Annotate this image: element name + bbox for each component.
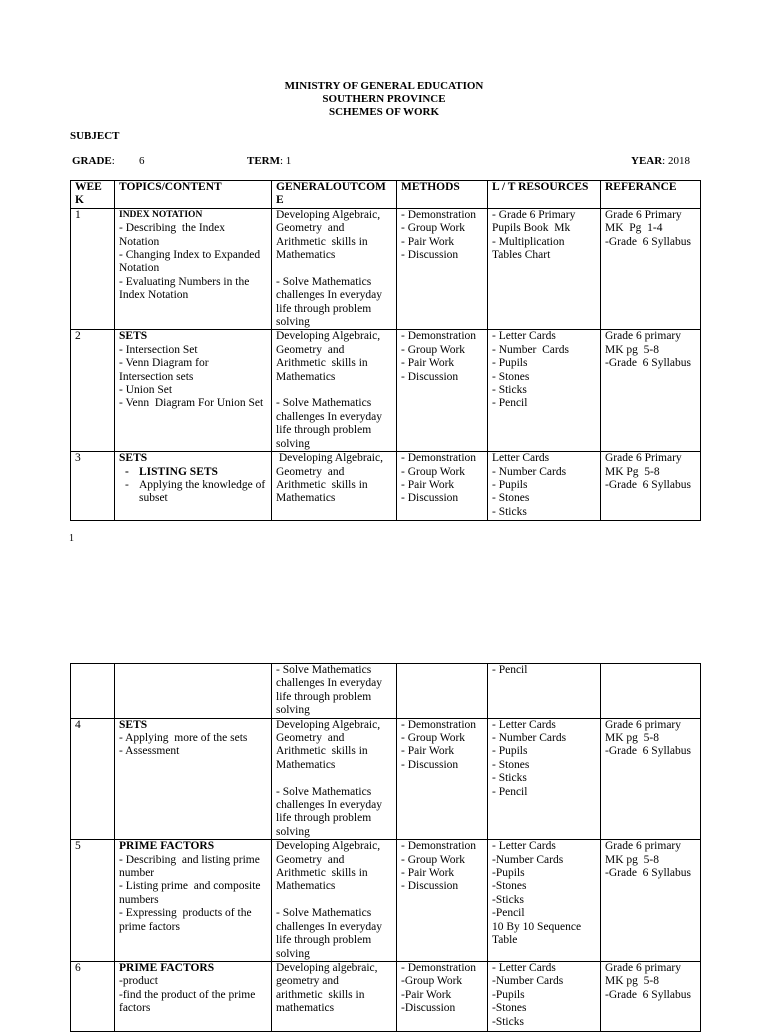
topic-item: - LISTING SETS [139,466,267,479]
methods-cell [397,718,488,840]
resources-cell [488,961,601,1031]
reference-item: MK Pg 5-8 [605,465,660,478]
method-item: - Group Work [401,853,466,866]
resource-item: -Number Cards [492,853,564,866]
document-header [0,80,768,119]
resource-item: -Sticks [492,1015,524,1028]
outcome-line: Arithmetic skills in [276,745,368,758]
topic-cell [115,208,272,330]
outcome-line: solving [276,825,310,838]
resource-item: 10 By 10 Sequence [492,920,582,933]
resources-cell [488,718,601,840]
resource-item: - Pupils [492,357,528,370]
method-item: - Demonstration [401,330,477,343]
resource-item: - Number Cards [492,343,569,356]
resource-item: - Letter Cards [492,330,556,343]
method-item: - Discussion [401,492,459,505]
page-number: 1 [69,533,74,544]
topic-item: - Changing Index to Expanded [119,249,261,262]
outcome-line: Arithmetic skills in [276,867,368,880]
reference-item: -Grade 6 Syllabus [605,867,691,880]
outcome-line: life through problem [276,424,372,437]
outcome-line: - Solve Mathematics [276,907,372,920]
method-item: - Discussion [401,370,459,383]
reference-cell [601,840,701,962]
methods-cell [397,330,488,452]
outcome-line: Mathematics [276,249,336,262]
scheme-table-page2 [70,663,701,1032]
outcome-line: challenges In everyday [276,677,383,690]
week-cell: 4 [71,718,115,840]
outcome-cell [272,718,397,840]
methods-cell [397,452,488,521]
resource-item: - Pencil [492,397,528,410]
week-cell: 3 [71,452,115,521]
outcome-cell [272,840,397,962]
method-item: - Group Work [401,465,466,478]
method-item: - Demonstration [401,718,477,731]
method-item: -Pair Work [401,988,452,1001]
resource-item: Table [492,934,518,947]
method-item: - Pair Work [401,478,455,491]
method-item: - Demonstration [401,208,477,221]
resource-item: -Pupils [492,867,525,880]
method-item: - Discussion [401,758,459,771]
method-item: - Pair Work [401,235,455,248]
method-item: - Group Work [401,343,466,356]
method-item: - Demonstration [401,452,477,465]
outcome-cell [272,452,397,521]
outcome-line: Developing Algebraic, [276,208,381,221]
resource-item: - Pupils [492,478,528,491]
reference-item: Grade 6 primary [605,330,681,343]
method-item: -Discussion [401,1002,456,1015]
method-item: - Pair Work [401,867,455,880]
topic-item: - Venn Diagram for [119,357,209,370]
topic-item: factors [119,1002,151,1015]
methods-cell [397,961,488,1031]
reference-cell [601,718,701,840]
topic-cell [115,330,272,452]
topic-title: SETS [119,330,148,343]
term-value: : 1 [280,155,292,167]
week-cell [71,664,115,719]
page-2 [0,600,768,1028]
topic-item: prime factors [119,920,180,933]
reference-item: -Grade 6 Syllabus [605,235,691,248]
resource-item: Pupils Book Mk [492,222,571,235]
topic-cell [115,452,272,521]
reference-item: Grade 6 Primary [605,452,682,465]
header-ministry: MINISTRY OF GENERAL EDUCATION [284,80,484,92]
resource-item: - Pupils [492,745,528,758]
year-label: YEAR [631,155,663,167]
method-item: -Group Work [401,975,463,988]
topic-item: - Describing the Index [119,222,226,235]
topic-item: number [119,867,155,880]
reference-item: MK Pg 1-4 [605,222,663,235]
outcome-line: geometry and [276,975,339,988]
resource-item: -Stones [492,880,527,893]
spacer [276,772,392,785]
reference-item: MK pg 5-8 [605,343,659,356]
outcome-line: Developing Algebraic, [276,840,381,853]
topic-item: - Applying more of the sets [119,732,248,745]
resource-item: - Number Cards [492,465,567,478]
resource-item: -Pencil [492,907,525,920]
outcome-line: Developing Algebraic, [276,452,383,465]
resource-item: -Stones [492,1002,527,1015]
topic-item: Index Notation [119,289,189,302]
topic-cell [115,961,272,1031]
table-row [71,840,701,962]
outcome-line: mathematics [276,1002,335,1015]
outcome-line: challenges In everyday [276,799,383,812]
topic-item: -find the product of the prime [119,988,256,1001]
topic-title: PRIME FACTORS [119,961,215,974]
topic-item: Intersection sets [119,370,194,383]
reference-item: -Grade 6 Syllabus [605,478,691,491]
resource-item: Letter Cards [492,452,550,465]
resource-item: - Multiplication [492,235,565,248]
outcome-line: Geometry and [276,343,345,356]
methods-cell [397,840,488,962]
outcome-line: Developing Algebraic, [276,718,381,731]
method-item: - Discussion [401,880,459,893]
resources-cell [488,840,601,962]
resource-item: -Pupils [492,988,525,1001]
method-item: - Pair Work [401,357,455,370]
week-cell: 2 [71,330,115,452]
table-row [71,330,701,452]
method-item: - Group Work [401,222,466,235]
grade-label: GRADE [72,155,112,167]
method-item: - Group Work [401,732,466,745]
methods-cell [397,664,488,719]
spacer [276,894,392,907]
outcome-line: Arithmetic skills in [276,235,368,248]
reference-item: Grade 6 primary [605,840,681,853]
col-header-reference: REFERANCE [601,181,701,209]
topic-title: INDEX NOTATION [119,209,203,220]
topic-item: - Describing and listing prime [119,853,260,866]
resource-item: - Stones [492,492,530,505]
week-cell: 5 [71,840,115,962]
outcome-line: Geometry and [276,853,345,866]
term-field [247,155,291,167]
reference-cell [601,961,701,1031]
outcome-line: life through problem [276,690,372,703]
outcome-line: challenges In everyday [276,289,383,302]
resource-item: - Number Cards [492,732,567,745]
outcome-line: solving [276,947,310,960]
outcome-line: solving [276,437,310,450]
col-header-topics: TOPICS/CONTENT [115,181,272,209]
topic-item: - Intersection Set [119,343,198,356]
resources-cell [488,452,601,521]
reference-cell [601,452,701,521]
table-row [71,664,701,719]
topic-item: - Listing prime and composite [119,880,261,893]
spacer [276,262,392,275]
resource-item: - Pencil [492,664,528,676]
outcome-line: Developing algebraic, [276,961,378,974]
outcome-line: Mathematics [276,492,336,505]
method-item: - Pair Work [401,745,455,758]
reference-cell [601,664,701,719]
resource-item: -Sticks [492,893,524,906]
col-header-methods: METHODS [397,181,488,209]
reference-item: MK pg 5-8 [605,975,659,988]
year-field [631,155,690,167]
resource-item: - Letter Cards [492,961,556,974]
resource-item: Tables Chart [492,249,551,262]
outcome-line: - Solve Mathematics [276,664,372,676]
topic-item: Notation [119,262,160,275]
reference-cell [601,208,701,330]
grade-value: 6 [139,155,145,167]
outcome-line: life through problem [276,812,372,825]
outcome-line: Arithmetic skills in [276,478,368,491]
reference-item: MK pg 5-8 [605,853,659,866]
resources-cell [488,208,601,330]
outcome-cell [272,208,397,330]
resources-cell [488,664,601,719]
outcome-line: life through problem [276,934,372,947]
reference-item: Grade 6 Primary [605,208,682,221]
topic-title: PRIME FACTORS [119,840,215,853]
resources-cell [488,330,601,452]
outcome-cell [272,961,397,1031]
reference-item: -Grade 6 Syllabus [605,745,691,758]
topic-title: SETS [119,452,148,465]
reference-item: MK pg 5-8 [605,732,659,745]
grade-colon: : [111,155,115,167]
resource-item: - Letter Cards [492,718,556,731]
reference-item: -Grade 6 Syllabus [605,357,691,370]
outcome-line: Geometry and [276,732,345,745]
resource-item: - Letter Cards [492,840,556,853]
methods-cell [397,208,488,330]
table-row [71,208,701,330]
outcome-line: solving [276,316,310,329]
outcome-cell [272,330,397,452]
outcome-line: - Solve Mathematics [276,275,372,288]
year-value: : 2018 [662,155,690,167]
week-cell: 1 [71,208,115,330]
col-header-week: WEE K [71,181,115,209]
topic-item: - Applying the knowledge of subset [139,479,267,506]
table-row [71,961,701,1031]
reference-cell [601,330,701,452]
outcome-line: Geometry and [276,465,345,478]
col-header-resources: L / T RESOURCES [488,181,601,209]
spacer [276,384,392,397]
method-item: - Discussion [401,249,459,262]
topic-item: Notation [119,235,160,248]
grade-field [72,155,115,167]
outcome-line: Geometry and [276,222,345,235]
topic-item: - Union Set [119,384,173,397]
resource-item: - Grade 6 Primary [492,208,576,221]
topic-title: SETS [119,718,148,731]
col-header-outcome: GENERALOUTCOM E [272,181,397,209]
method-item: - Demonstration [401,961,477,974]
week-cell: 6 [71,961,115,1031]
resource-item: - Pencil [492,785,528,798]
outcome-line: Arithmetic skills in [276,357,368,370]
reference-item: Grade 6 primary [605,961,681,974]
resource-item: - Sticks [492,505,527,518]
topic-cell [115,718,272,840]
outcome-line: challenges In everyday [276,410,383,423]
resource-item: - Sticks [492,384,527,397]
outcome-line: challenges In everyday [276,920,383,933]
reference-item: -Grade 6 Syllabus [605,988,691,1001]
outcome-line: Mathematics [276,758,336,771]
table-row [71,718,701,840]
outcome-line: - Solve Mathematics [276,397,372,410]
topic-cell [115,840,272,962]
outcome-line: arithmetic skills in [276,988,365,1001]
resource-item: - Sticks [492,772,527,785]
outcome-cell [272,664,397,719]
subject-label: SUBJECT [70,130,120,142]
topic-item: - Venn Diagram For Union Set [119,397,264,410]
topic-item: -product [119,975,158,988]
term-label: TERM [247,155,280,167]
table-header-row [71,181,701,209]
topic-cell [115,664,272,719]
outcome-line: life through problem [276,302,372,315]
reference-item: Grade 6 primary [605,718,681,731]
outcome-line: - Solve Mathematics [276,785,372,798]
topic-item: - Expressing products of the [119,907,252,920]
topic-item: - Assessment [119,745,180,758]
resource-item: -Number Cards [492,975,564,988]
header-title: SCHEMES OF WORK [328,106,440,118]
scheme-table-page1 [70,180,701,521]
header-province: SOUTHERN PROVINCE [322,93,446,105]
resource-item: - Stones [492,758,530,771]
table-row [71,452,701,521]
method-item: - Demonstration [401,840,477,853]
topic-list [119,466,267,506]
outcome-line: solving [276,704,310,717]
topic-item: numbers [119,893,159,906]
outcome-line: Mathematics [276,880,336,893]
topic-item: - Evaluating Numbers in the [119,275,250,288]
resource-item: - Stones [492,370,530,383]
outcome-line: Developing Algebraic, [276,330,381,343]
outcome-line: Mathematics [276,370,336,383]
